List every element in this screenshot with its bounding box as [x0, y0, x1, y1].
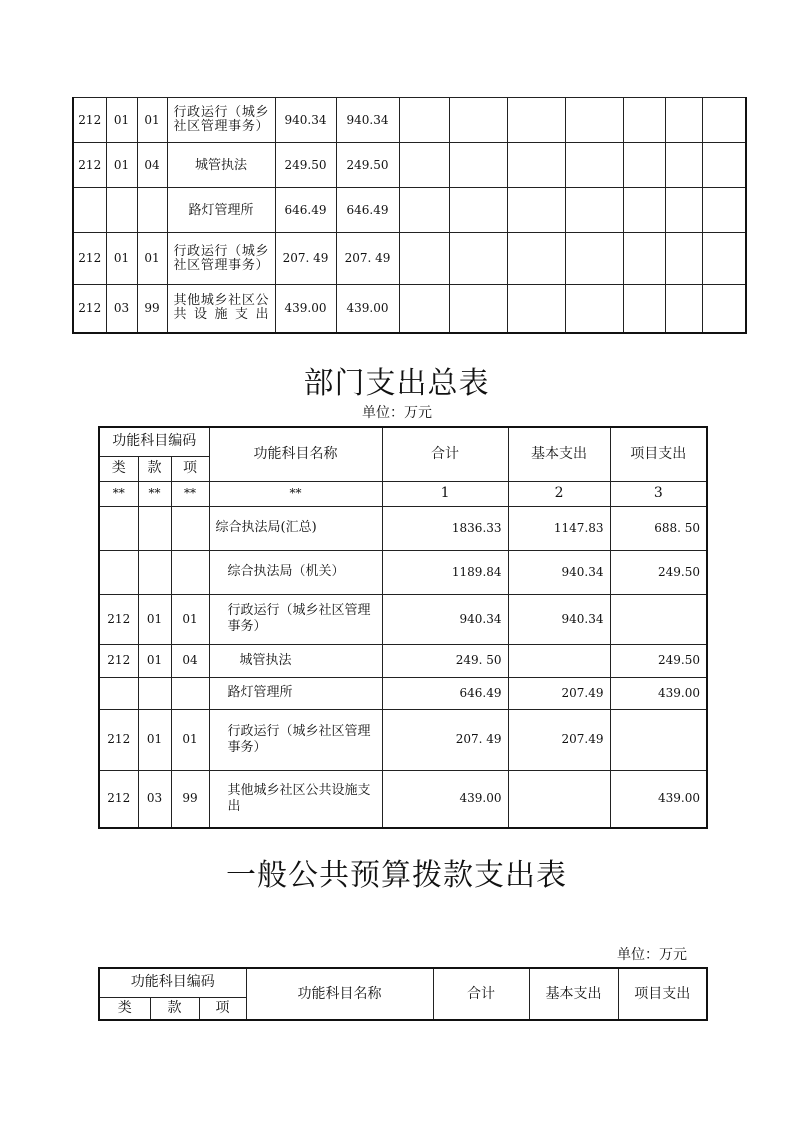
table-row: [73, 188, 746, 233]
continuation-table: [72, 97, 747, 334]
index-lei: **: [99, 481, 138, 506]
cell-empty: [399, 188, 449, 233]
cell-project: [610, 709, 707, 770]
cell-total: 940.34: [275, 98, 336, 143]
table3-unit: 单位：万元: [617, 947, 687, 963]
cell-basic: 207.49: [508, 677, 610, 709]
cell-xiang: [171, 677, 209, 709]
cell-xiang: 04: [137, 143, 167, 188]
header-project: 项目支出: [618, 968, 707, 1020]
cell-basic: 207. 49: [336, 233, 399, 285]
cell-empty: [565, 233, 623, 285]
cell-empty: [665, 233, 702, 285]
cell-empty: [665, 188, 702, 233]
table-row: [73, 233, 746, 285]
cell-lei: [73, 188, 106, 233]
cell-xiang: 01: [137, 233, 167, 285]
cell-basic: [508, 644, 610, 677]
cell-total: 940.34: [382, 594, 508, 644]
index-name: **: [209, 481, 382, 506]
cell-empty: [507, 143, 565, 188]
cell-basic: 940.34: [508, 550, 610, 594]
table-row: [99, 550, 707, 594]
header-name: 功能科目名称: [246, 968, 433, 1020]
cell-kuan: [106, 188, 137, 233]
cell-project: 249.50: [610, 644, 707, 677]
cell-empty: [623, 143, 665, 188]
cell-name: 行政运行（城乡社区管理事务）: [209, 709, 382, 770]
cell-empty: [702, 285, 746, 333]
cell-xiang: 04: [171, 644, 209, 677]
cell-total: 249. 50: [382, 644, 508, 677]
cell-lei: 212: [73, 285, 106, 333]
cell-project: 439.00: [610, 770, 707, 828]
cell-xiang: [171, 550, 209, 594]
cell-empty: [665, 285, 702, 333]
header-lei: 类: [99, 997, 150, 1020]
cell-lei: [99, 550, 138, 594]
cell-empty: [623, 188, 665, 233]
header-xiang: 项: [199, 997, 246, 1020]
cell-kuan: 03: [106, 285, 137, 333]
cell-empty: [507, 98, 565, 143]
cell-total: 646.49: [382, 677, 508, 709]
header-code-group: 功能科目编码: [99, 427, 209, 456]
cell-project: 688. 50: [610, 506, 707, 550]
header-name: 功能科目名称: [209, 427, 382, 481]
cell-lei: [99, 677, 138, 709]
cell-name: 综合执法局（机关）: [209, 550, 382, 594]
index-xiang: **: [171, 481, 209, 506]
cell-kuan: 01: [138, 644, 171, 677]
cell-total: 207. 49: [382, 709, 508, 770]
cell-empty: [702, 98, 746, 143]
cell-total: 1189.84: [382, 550, 508, 594]
cell-xiang: 01: [137, 98, 167, 143]
table2-unit: 单位：万元: [362, 405, 432, 421]
cell-name: 城管执法: [167, 143, 275, 188]
header-xiang: 项: [171, 456, 209, 481]
cell-empty: [623, 285, 665, 333]
cell-empty: [702, 233, 746, 285]
header-lei: 类: [99, 456, 138, 481]
cell-empty: [449, 233, 507, 285]
header-kuan: 款: [150, 997, 199, 1020]
cell-name: 行政运行（城乡社区管理事务）: [167, 233, 275, 285]
department-expenditure-table: [98, 426, 708, 829]
header-basic: 基本支出: [529, 968, 618, 1020]
cell-name: 其他城乡社区公共设施支出: [167, 285, 275, 333]
header-kuan: 款: [138, 456, 171, 481]
cell-kuan: 01: [138, 594, 171, 644]
cell-empty: [507, 285, 565, 333]
cell-project: 249.50: [610, 550, 707, 594]
cell-empty: [449, 98, 507, 143]
cell-xiang: [171, 506, 209, 550]
cell-xiang: [137, 188, 167, 233]
cell-lei: 212: [73, 98, 106, 143]
cell-empty: [399, 143, 449, 188]
cell-basic: 439.00: [336, 285, 399, 333]
header-basic: 基本支出: [508, 427, 610, 481]
index-basic: 2: [508, 481, 610, 506]
cell-empty: [399, 233, 449, 285]
cell-kuan: 01: [106, 143, 137, 188]
cell-kuan: 01: [106, 98, 137, 143]
table-row: [99, 644, 707, 677]
cell-project: [610, 594, 707, 644]
header-code-group: 功能科目编码: [99, 968, 246, 997]
cell-total: 207. 49: [275, 233, 336, 285]
table-row: [99, 709, 707, 770]
cell-name: 行政运行（城乡社区管理事务）: [209, 594, 382, 644]
cell-name: 城管执法: [209, 644, 382, 677]
cell-xiang: 01: [171, 709, 209, 770]
cell-name: 其他城乡社区公共设施支出: [209, 770, 382, 828]
cell-empty: [665, 98, 702, 143]
cell-empty: [665, 143, 702, 188]
cell-empty: [623, 98, 665, 143]
cell-kuan: 03: [138, 770, 171, 828]
cell-empty: [399, 285, 449, 333]
cell-name: 路灯管理所: [209, 677, 382, 709]
cell-empty: [449, 143, 507, 188]
cell-kuan: 01: [138, 709, 171, 770]
cell-name: 路灯管理所: [167, 188, 275, 233]
cell-basic: 207.49: [508, 709, 610, 770]
cell-kuan: [138, 550, 171, 594]
table-row: [73, 143, 746, 188]
cell-basic: 1147.83: [508, 506, 610, 550]
header-project: 项目支出: [610, 427, 707, 481]
general-budget-table: [98, 967, 708, 1021]
cell-basic: 940.34: [508, 594, 610, 644]
cell-empty: [399, 98, 449, 143]
cell-basic: [508, 770, 610, 828]
table-row: [99, 506, 707, 550]
index-total: 1: [382, 481, 508, 506]
header-total: 合计: [433, 968, 529, 1020]
table-row: [99, 594, 707, 644]
cell-total: 439.00: [275, 285, 336, 333]
cell-lei: 212: [73, 233, 106, 285]
cell-empty: [623, 233, 665, 285]
cell-kuan: [138, 677, 171, 709]
cell-empty: [449, 285, 507, 333]
cell-name: 综合执法局(汇总): [209, 506, 382, 550]
cell-empty: [449, 188, 507, 233]
cell-xiang: 01: [171, 594, 209, 644]
cell-total: 439.00: [382, 770, 508, 828]
cell-basic: 646.49: [336, 188, 399, 233]
cell-total: 646.49: [275, 188, 336, 233]
cell-lei: 212: [73, 143, 106, 188]
table-row: [99, 677, 707, 709]
header-total: 合计: [382, 427, 508, 481]
cell-lei: 212: [99, 709, 138, 770]
cell-name: 行政运行（城乡社区管理事务）: [167, 98, 275, 143]
cell-xiang: 99: [171, 770, 209, 828]
table-row: [73, 98, 746, 143]
cell-empty: [565, 143, 623, 188]
table2-title: 部门支出总表: [303, 366, 490, 401]
table3-title: 一般公共预算拨款支出表: [226, 858, 567, 893]
cell-empty: [702, 188, 746, 233]
cell-lei: [99, 506, 138, 550]
index-project: 3: [610, 481, 707, 506]
cell-project: 439.00: [610, 677, 707, 709]
cell-basic: 249.50: [336, 143, 399, 188]
cell-basic: 940.34: [336, 98, 399, 143]
cell-empty: [565, 188, 623, 233]
cell-empty: [507, 233, 565, 285]
cell-total: 1836.33: [382, 506, 508, 550]
cell-empty: [702, 143, 746, 188]
table-row: [99, 770, 707, 828]
cell-lei: 212: [99, 644, 138, 677]
table-row: [73, 285, 746, 333]
cell-xiang: 99: [137, 285, 167, 333]
cell-lei: 212: [99, 770, 138, 828]
cell-total: 249.50: [275, 143, 336, 188]
cell-kuan: 01: [106, 233, 137, 285]
index-kuan: **: [138, 481, 171, 506]
cell-lei: 212: [99, 594, 138, 644]
cell-empty: [565, 98, 623, 143]
cell-empty: [507, 188, 565, 233]
cell-empty: [565, 285, 623, 333]
cell-kuan: [138, 506, 171, 550]
